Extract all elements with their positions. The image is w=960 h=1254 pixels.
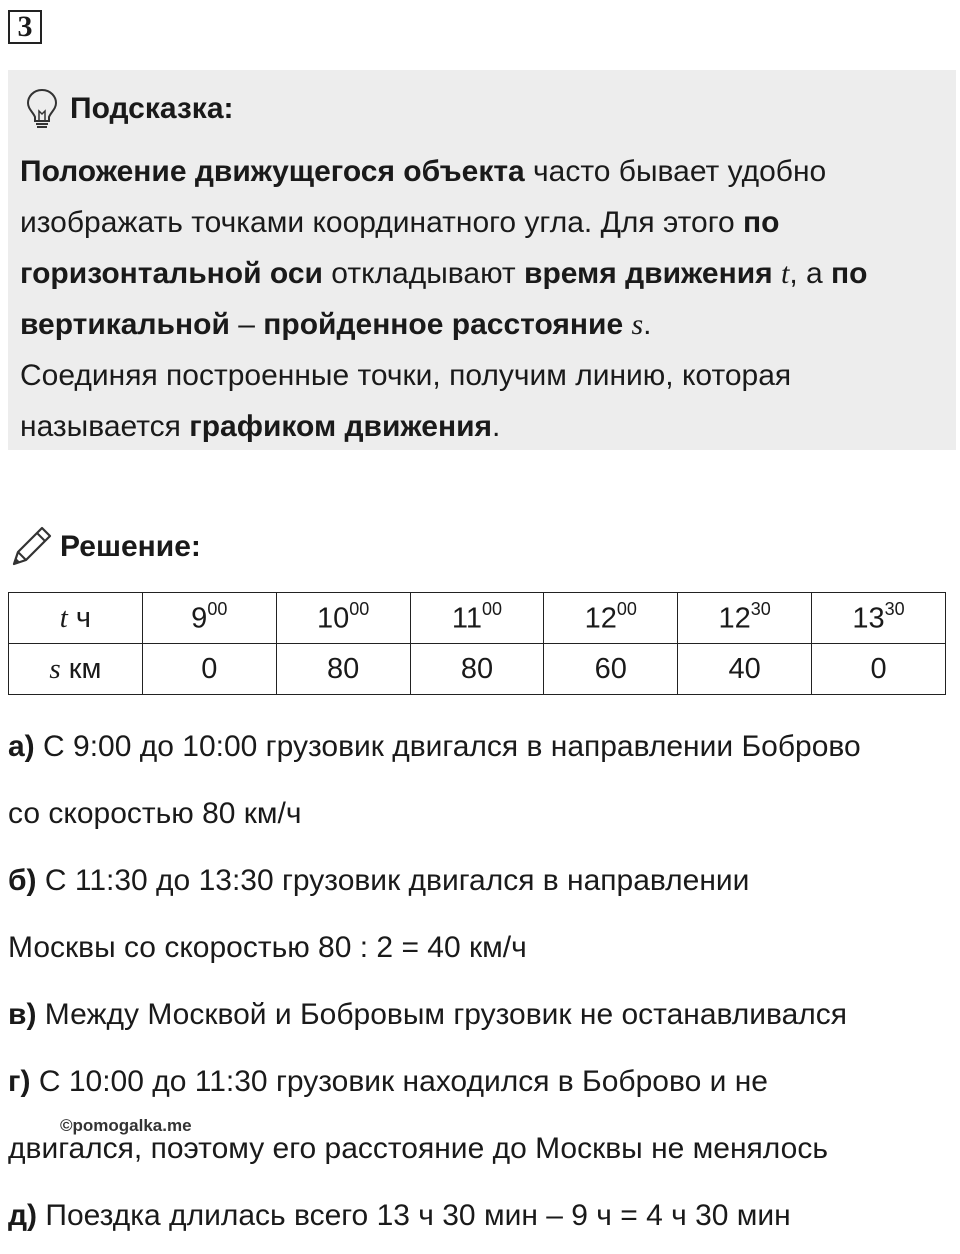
hint-bold-5: пройденное расстояние — [263, 308, 624, 341]
answer-d-text: Поездка длилась всего 13 ч 30 мин – 9 ч = 4 ч 30 мин — [37, 1199, 791, 1232]
hint-header — [20, 80, 944, 138]
table-cell: 60 — [544, 644, 678, 695]
answer-a-label: а) — [8, 730, 35, 763]
time-sup: 30 — [884, 598, 905, 619]
table-cell: 40 — [678, 644, 812, 695]
table-row-distance — [9, 644, 946, 695]
table-header-s — [9, 644, 143, 695]
table-header-t — [9, 593, 143, 644]
hint-text-1: часто бывает удобно изображать точками координатного угла. Для этого — [20, 155, 827, 239]
time-base: 11 — [451, 602, 482, 635]
hint-bold-1: Положение движущегося объекта — [20, 155, 525, 188]
hint-bold-2: по горизонтальной оси — [20, 206, 780, 290]
hint-text-7: . — [492, 410, 501, 443]
hint-title: Подсказка: — [70, 92, 234, 125]
motion-table — [8, 592, 946, 695]
solution-title: Решение: — [60, 530, 201, 563]
table-cell: 0 — [142, 644, 276, 695]
hint-paragraph-1 — [20, 146, 944, 452]
table-cell — [544, 593, 678, 644]
answer-v-text: Между Москвой и Бобровым грузовик не останавливался — [36, 998, 848, 1031]
table-cell — [812, 593, 946, 644]
watermark: ©pomogalka.me — [60, 1116, 192, 1135]
hint-text-6: Соединяя построенные точки, получим линию, которая называется — [20, 359, 792, 443]
time-sup: 00 — [616, 598, 637, 619]
time-base: 12 — [718, 602, 751, 635]
answer-b-text: С 11:30 до 13:30 грузовик двигался в направлении — [36, 864, 750, 897]
answer-v-line-1 — [8, 986, 958, 1053]
answer-g-label: г) — [8, 1065, 31, 1098]
table-row-time — [9, 593, 946, 644]
table-var-t: t — [59, 601, 68, 634]
answer-d-line-1 — [8, 1187, 958, 1254]
answer-a-text: С 9:00 до 10:00 грузовик двигался в направлении Боброво — [34, 730, 861, 763]
solution-header — [8, 522, 201, 572]
table-cell: 80 — [410, 644, 544, 695]
time-sup: 00 — [207, 598, 228, 619]
table-unit-km: км — [60, 652, 102, 685]
hint-var-s: s — [631, 308, 644, 341]
pencil-icon — [8, 524, 54, 570]
table-var-s: s — [49, 652, 61, 685]
table-cell — [678, 593, 812, 644]
answer-b-line-2: Москвы со скоростью 80 : 2 = 40 км/ч — [8, 931, 527, 964]
time-base: 12 — [584, 602, 617, 635]
answer-a-line-1 — [8, 718, 958, 785]
time-base: 9 — [191, 602, 208, 635]
hint-box — [8, 70, 956, 450]
answer-g-line-2: двигался, поэтому его расстояние до Москвы не менялось — [8, 1132, 828, 1165]
hint-var-t: t — [781, 257, 790, 290]
table-unit-h: ч — [67, 601, 92, 634]
hint-bold-3: время движения — [524, 257, 773, 290]
answer-b-line-1 — [8, 852, 958, 919]
hint-text-4: – — [229, 308, 264, 341]
task-number: 3 — [8, 10, 42, 44]
time-sup: 30 — [750, 598, 771, 619]
time-sup: 00 — [481, 598, 503, 619]
answer-d-label: д) — [8, 1199, 38, 1232]
hint-text-5: . — [643, 308, 652, 341]
table-cell: 0 — [812, 644, 946, 695]
table-cell — [142, 593, 276, 644]
table-cell: 80 — [276, 644, 410, 695]
lightbulb-icon — [24, 87, 60, 131]
answer-v-label: в) — [8, 998, 37, 1031]
table-cell — [410, 593, 544, 644]
answer-b-label: б) — [8, 864, 37, 897]
hint-bold-6: графиком движения — [189, 410, 493, 443]
hint-bold-4: по вертикальной — [20, 257, 868, 341]
hint-text-3: , а — [789, 257, 832, 290]
answer-a-line-2: со скоростью 80 км/ч — [8, 797, 302, 830]
table-cell — [276, 593, 410, 644]
time-base: 10 — [316, 602, 350, 635]
time-sup: 00 — [349, 598, 370, 619]
hint-text-2: откладывают — [322, 257, 524, 290]
answer-g-text: С 10:00 до 11:30 грузовик находился в Боброво и не — [30, 1065, 768, 1098]
time-base: 13 — [852, 602, 885, 635]
answer-g-line-1 — [8, 1053, 958, 1120]
answers — [8, 718, 958, 1254]
